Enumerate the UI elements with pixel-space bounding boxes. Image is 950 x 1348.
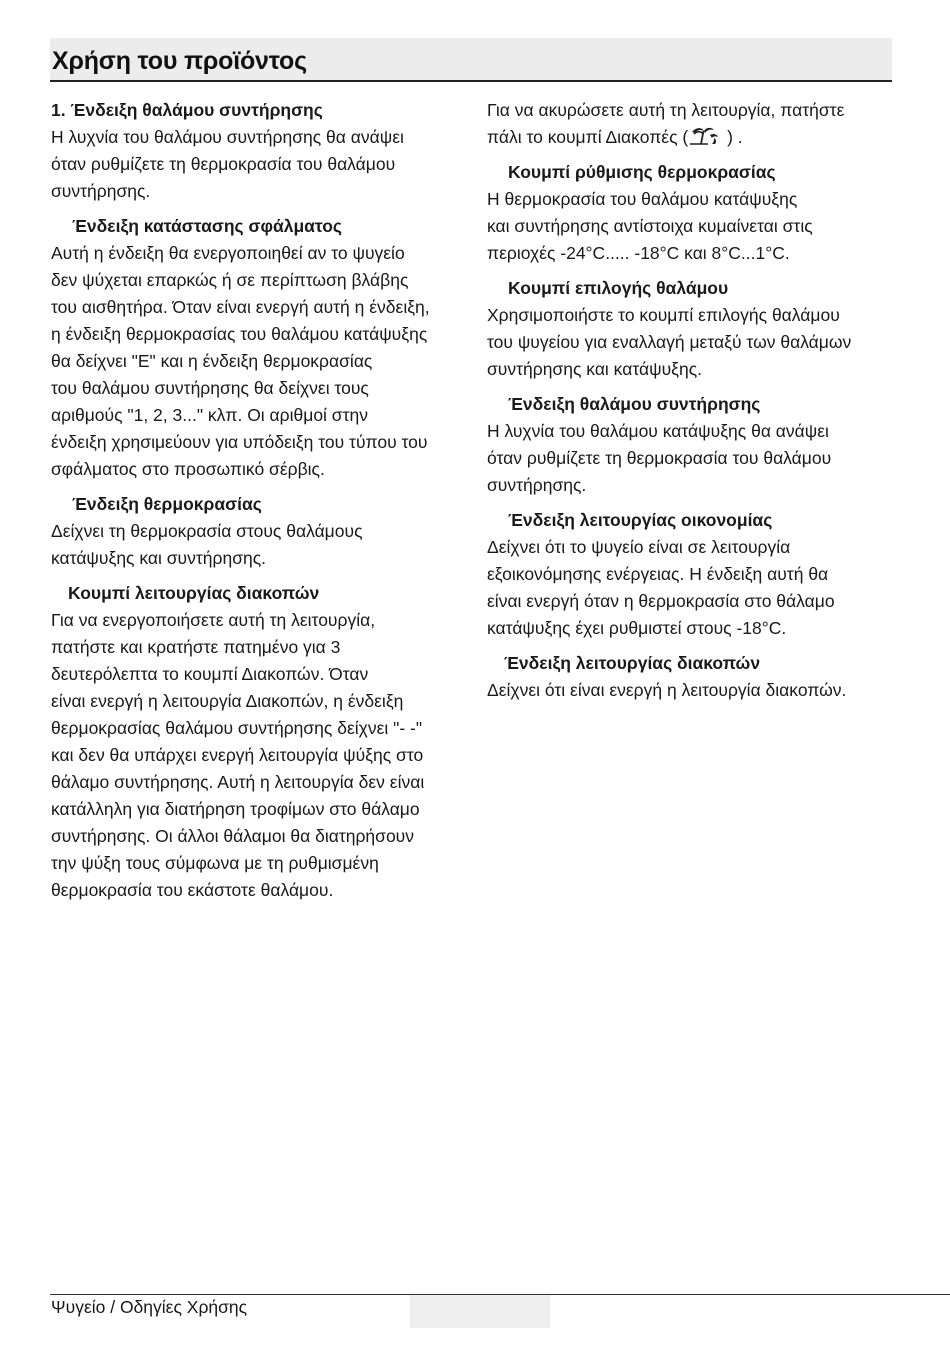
section-eco-mode-indicator: [487, 507, 887, 642]
page-title: Χρήση του προϊόντος: [52, 47, 307, 75]
section-body: Αυτή η ένδειξη θα ενεργοποιηθεί αν το ψυγείο δεν ψύχεται επαρκώς ή σε περίπτωση βλάβης του αισθητήρα. Όταν είναι ενεργή αυτή η ένδειξη, η ένδειξη θερμοκρασίας του θαλάμου κατάψυξης θα δείχνει "E" και η ένδειξη θερμοκρασίας του θαλάμου συντήρησης θα δείχνει τους αριθμούς "1, 2, 3..." κλπ. Οι αριθμοί στην ένδειξη χρησιμεύουν για υπόδειξη του τύπου του σφάλματος στο προσωπικό σέρβις.: [51, 243, 430, 479]
section-body: Η θερμοκρασία του θαλάμου κατάψυξης και συντήρησης αντίστοιχα κυμαίνεται στις περιοχές -24°C..... -18°C και 8°C...1°C.: [487, 189, 813, 263]
left-column: [51, 97, 463, 912]
intro-text-after: ) .: [722, 127, 743, 147]
section-body: Δείχνει ότι είναι ενεργή η λειτουργία διακοπών.: [487, 680, 847, 700]
section-title: Κουμπί επιλογής θαλάμου: [508, 278, 729, 298]
section-error-status-indicator: [51, 213, 463, 483]
section-title: Ένδειξη λειτουργίας οικονομίας: [508, 510, 773, 530]
section-body: Δείχνει ότι το ψυγείο είναι σε λειτουργία εξοικονόμησης ενέργειας. Η ένδειξη αυτή θα είναι ενεργή όταν η θερμοκρασία στο θάλαμο κατάψυξης έχει ρυθμιστεί στους -18°C.: [487, 537, 835, 638]
intro-line-2: [487, 124, 887, 151]
section-body: Δείχνει τη θερμοκρασία στους θαλάμους κατάψυξης και συντήρησης.: [51, 521, 363, 568]
section-vacation-button: [51, 580, 463, 904]
section-title: Ένδειξη θερμοκρασίας: [72, 494, 262, 514]
section-cancel-vacation: [487, 97, 887, 151]
section-fridge-compartment-indicator: [51, 97, 463, 205]
section-header: [50, 38, 892, 82]
section-title: Κουμπί λειτουργίας διακοπών: [68, 583, 320, 603]
footer-text: Ψυγείο / Οδηγίες Χρήσης: [51, 1297, 248, 1317]
section-temperature-button: [487, 159, 887, 267]
section-title: Κουμπί ρύθμισης θερμοκρασίας: [508, 162, 776, 182]
section-fridge-indicator: [487, 391, 887, 499]
section-title: 1. Ένδειξη θαλάμου συντήρησης: [51, 100, 323, 120]
section-body: Η λυχνία του θαλάμου κατάψυξης θα ανάψει όταν ρυθμίζετε τη θερμοκρασία του θαλάμου συντήρησης.: [487, 421, 832, 495]
right-column: [487, 97, 887, 712]
section-body: Χρησιμοποιήστε το κουμπί επιλογής θαλάμου του ψυγείου για εναλλαγή μεταξύ των θαλάμων συντήρησης και κατάψυξης.: [487, 305, 852, 379]
intro-text-before: πάλι το κουμπί Διακοπές (: [487, 127, 689, 147]
section-compartment-select-button: [487, 275, 887, 383]
section-title: Ένδειξη θαλάμου συντήρησης: [508, 394, 761, 414]
vacation-palm-icon: [688, 126, 722, 146]
section-temperature-indicator: [51, 491, 463, 572]
section-body: Η λυχνία του θαλάμου συντήρησης θα ανάψει όταν ρυθμίζετε τη θερμοκρασία του θαλάμου συντήρησης.: [51, 127, 404, 201]
intro-line-1: Για να ακυρώσετε αυτή τη λειτουργία, πατήστε: [487, 100, 845, 120]
section-title: Ένδειξη λειτουργίας διακοπών: [504, 653, 761, 673]
section-body: Για να ενεργοποιήσετε αυτή τη λειτουργία, πατήστε και κρατήστε πατημένο για 3 δευτερόλεπτα το κουμπί Διακοπών. Όταν είναι ενεργή η λειτουργία Διακοπών, η ένδειξη θερμοκρασίας θαλάμου συντήρησης δείχνει "- -" και δεν θα υπάρχει ενεργή λειτουργία ψύξης στο θάλαμο συντήρησης. Αυτή η λειτουργία δεν είναι κατάλληλη για διατήρηση τροφίμων στο θάλαμο συντήρησης. Οι άλλοι θάλαμοι θα διατηρήσουν την ψύξη τους σύμφωνα με τη ρυθμισμένη θερμοκρασία του εκάστοτε θαλάμου.: [51, 610, 425, 900]
page-number-box: [410, 1295, 550, 1328]
section-vacation-mode-indicator: [487, 650, 887, 704]
section-title: Ένδειξη κατάστασης σφάλματος: [72, 216, 343, 236]
